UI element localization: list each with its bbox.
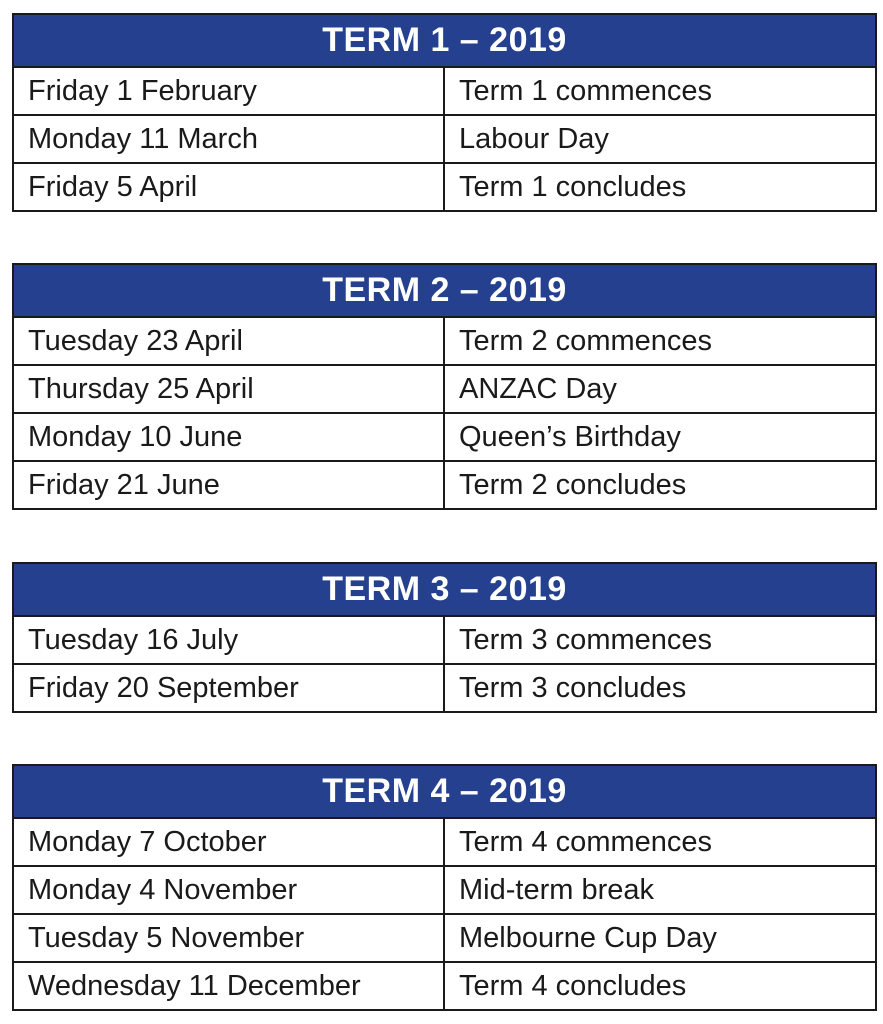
event-cell: ANZAC Day xyxy=(444,365,876,413)
table-row xyxy=(13,461,876,509)
table-row xyxy=(13,163,876,211)
event-cell: Term 3 commences xyxy=(444,616,876,664)
term-4-table xyxy=(12,764,877,1011)
event-cell: Term 1 commences xyxy=(444,67,876,115)
table-row xyxy=(13,866,876,914)
term-2-table xyxy=(12,263,877,510)
table-row xyxy=(13,365,876,413)
term-1-table xyxy=(12,13,877,212)
table-row xyxy=(13,67,876,115)
table-row xyxy=(13,317,876,365)
term-2-title: TERM 2 – 2019 xyxy=(13,264,876,317)
term-header-row xyxy=(13,264,876,317)
table-row xyxy=(13,962,876,1010)
event-cell: Term 2 commences xyxy=(444,317,876,365)
term-header-row xyxy=(13,563,876,616)
term-4-title: TERM 4 – 2019 xyxy=(13,765,876,818)
table-row xyxy=(13,914,876,962)
date-cell: Wednesday 11 December xyxy=(13,962,444,1010)
event-cell: Labour Day xyxy=(444,115,876,163)
date-cell: Monday 7 October xyxy=(13,818,444,866)
table-row xyxy=(13,818,876,866)
date-cell: Friday 21 June xyxy=(13,461,444,509)
date-cell: Friday 5 April xyxy=(13,163,444,211)
table-row xyxy=(13,616,876,664)
event-cell: Term 4 concludes xyxy=(444,962,876,1010)
event-cell: Queen’s Birthday xyxy=(444,413,876,461)
date-cell: Monday 4 November xyxy=(13,866,444,914)
term-header-row xyxy=(13,14,876,67)
event-cell: Mid-term break xyxy=(444,866,876,914)
table-row xyxy=(13,413,876,461)
term-1-title: TERM 1 – 2019 xyxy=(13,14,876,67)
event-cell: Term 4 commences xyxy=(444,818,876,866)
date-cell: Thursday 25 April xyxy=(13,365,444,413)
event-cell: Term 1 concludes xyxy=(444,163,876,211)
date-cell: Friday 20 September xyxy=(13,664,444,712)
date-cell: Tuesday 16 July xyxy=(13,616,444,664)
term-3-title: TERM 3 – 2019 xyxy=(13,563,876,616)
event-cell: Melbourne Cup Day xyxy=(444,914,876,962)
term-3-table xyxy=(12,562,877,713)
date-cell: Tuesday 23 April xyxy=(13,317,444,365)
date-cell: Friday 1 February xyxy=(13,67,444,115)
event-cell: Term 3 concludes xyxy=(444,664,876,712)
table-row xyxy=(13,115,876,163)
date-cell: Tuesday 5 November xyxy=(13,914,444,962)
table-row xyxy=(13,664,876,712)
date-cell: Monday 11 March xyxy=(13,115,444,163)
term-header-row xyxy=(13,765,876,818)
date-cell: Monday 10 June xyxy=(13,413,444,461)
event-cell: Term 2 concludes xyxy=(444,461,876,509)
